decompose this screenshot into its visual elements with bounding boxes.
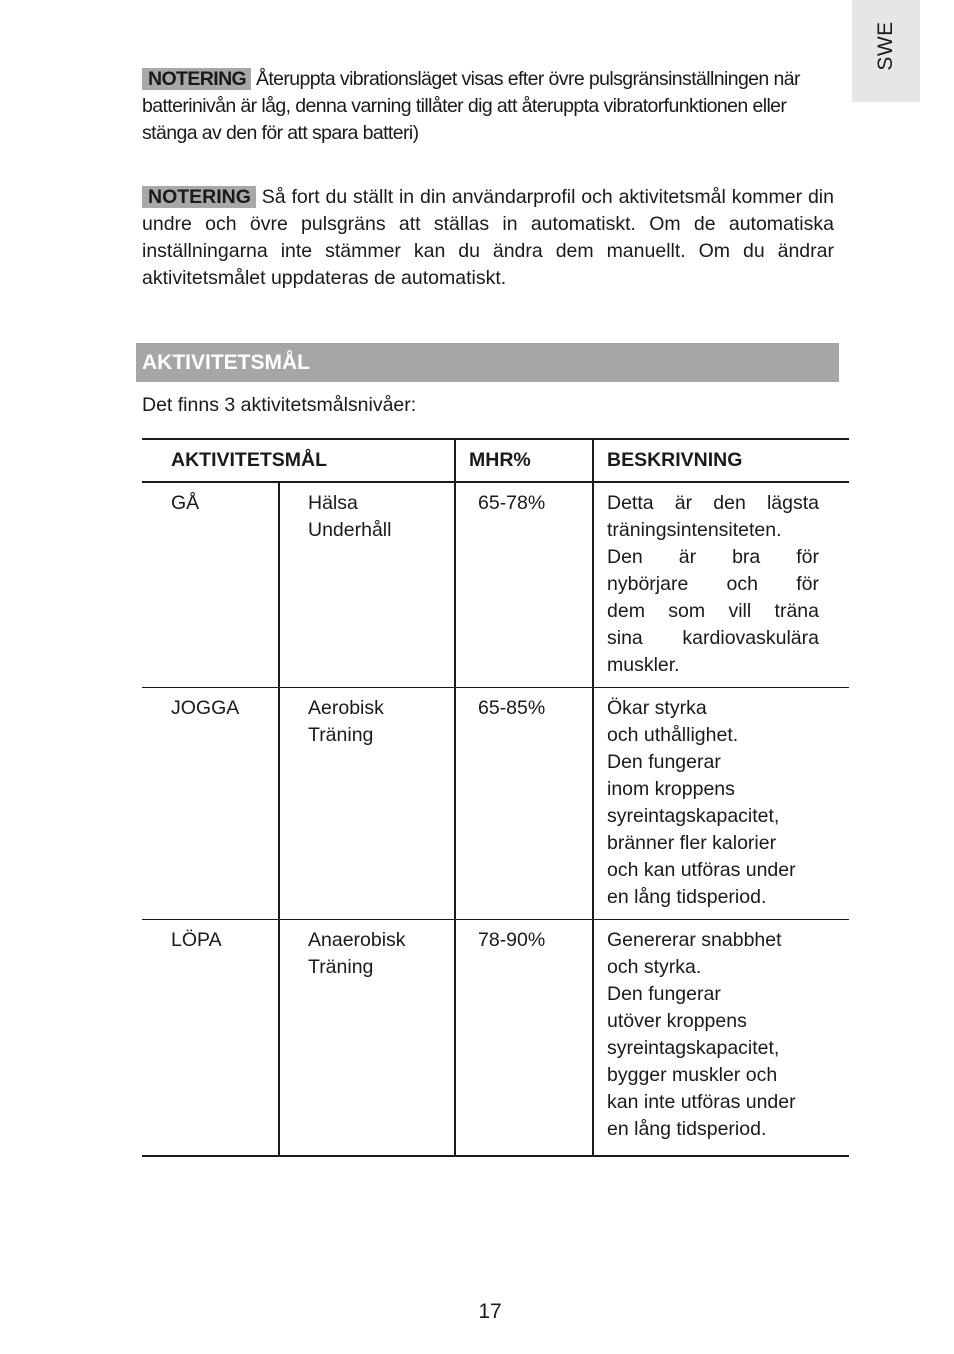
desc-line: dem som vill träna [607,600,819,622]
row-type [308,927,406,981]
row-description [607,927,837,1143]
language-label: SWE [874,21,897,71]
desc-line: muskler. [607,654,680,676]
note-badge: NOTERING [142,186,256,208]
desc-line: Den fungerar [607,751,721,773]
desc-line: och kan utföras under [607,859,796,881]
desc-line: sina kardiovaskulära [607,627,819,649]
table-top-border [142,438,849,440]
page-number: 17 [478,1300,502,1323]
row-type-line: Träning [308,724,374,746]
desc-line: träningsintensiteten. [607,519,782,541]
row-level: LÖPA [171,929,222,951]
note-paragraph-2 [142,184,834,292]
table-row-divider [142,919,849,920]
header-goal: AKTIVITETSMÅL [171,449,327,471]
row-type-line: Träning [308,956,374,978]
note-text: Återuppta vibrationsläget visas efter övre pulsgränsinställningen när batterinivån är låg, denna varning tillåter dig att återuppta vibratorfunktionen eller stänga av den för att spara batteri) [142,68,800,144]
desc-line: bygger muskler och [607,1064,778,1086]
desc-line: och uthållighet. [607,724,739,746]
desc-line: nybörjare och för [607,573,819,595]
row-type [308,695,384,749]
desc-line: kan inte utföras under [607,1091,796,1113]
desc-line: syreintagskapacitet, [607,1037,780,1059]
table-column-divider [592,438,594,1157]
row-description [607,490,819,679]
row-type-line: Anaerobisk [308,929,406,951]
desc-line: en lång tidsperiod. [607,886,767,908]
row-type-line: Hälsa [308,492,358,514]
note-text: Så fort du ställt in din användarprofil och aktivitetsmål kommer din undre och övre pulsgräns att ställas in automatiskt. Om de automatiska inställningarna inte stämmer kan du ändra dem manuellt. Om du ändrar aktivitetsmålet uppdateras de automatiskt. [142,186,834,289]
table-row-divider [142,687,849,688]
table-bottom-border [142,1155,849,1157]
desc-line: utöver kroppens [607,1010,747,1032]
row-type [308,490,391,544]
section-header-bar [136,343,839,382]
row-type-line: Aerobisk [308,697,384,719]
language-tab [852,0,920,102]
header-description: BESKRIVNING [607,449,743,471]
row-mhr: 65-85% [478,697,546,719]
desc-line: Den är bra för [607,546,819,568]
desc-line: syreintagskapacitet, [607,805,780,827]
table-column-divider [454,438,456,1157]
row-mhr: 65-78% [478,492,546,514]
note-paragraph-1 [142,66,834,147]
desc-line: Ökar styrka [607,697,707,719]
desc-line: Detta är den lägsta [607,492,819,514]
note-badge: NOTERING [142,68,251,90]
desc-line: Genererar snabbhet [607,929,782,951]
row-mhr: 78-90% [478,929,546,951]
desc-line: Den fungerar [607,983,721,1005]
section-title: AKTIVITETSMÅL [142,351,310,374]
desc-line: bränner fler kalorier [607,832,777,854]
row-level: JOGGA [171,697,240,719]
table-column-divider [278,482,280,1157]
desc-line: inom kroppens [607,778,735,800]
intro-text: Det finns 3 aktivitetsmålsnivåer: [142,394,417,416]
row-type-line: Underhåll [308,519,392,541]
table-header-border [142,481,849,483]
row-level: GÅ [171,492,200,514]
desc-line: en lång tidsperiod. [607,1118,767,1140]
row-description [607,695,837,911]
desc-line: och styrka. [607,956,702,978]
header-mhr: MHR% [469,449,531,471]
